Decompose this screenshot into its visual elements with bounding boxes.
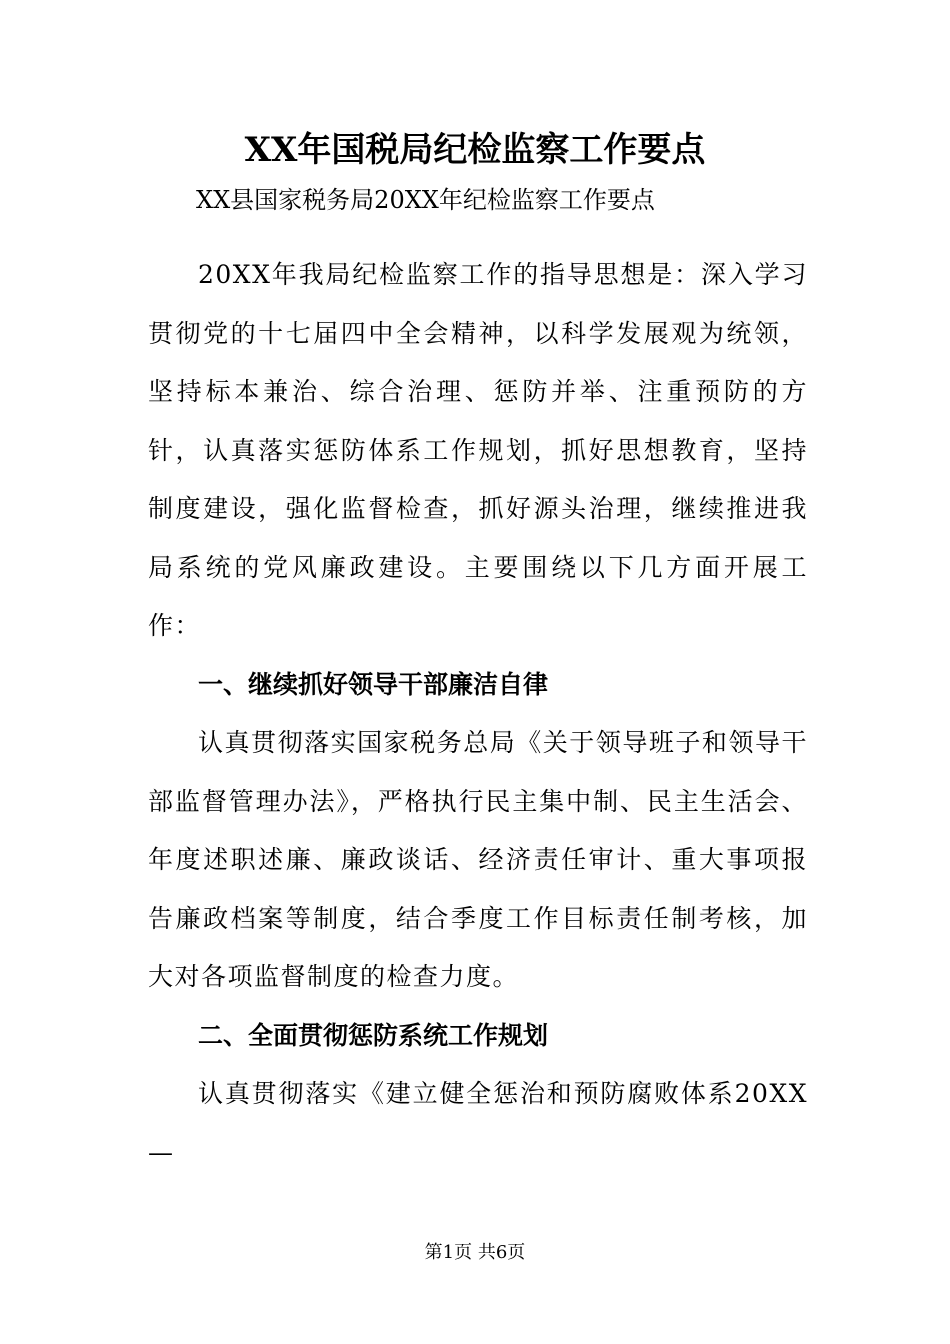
document-subtitle: XX县国家税务局20XX年纪检监察工作要点 — [196, 186, 655, 214]
paragraph-guiding-thought: 20XX年我局纪检监察工作的指导思想是：深入学习贯彻党的十七届四中全会精神，以科学发展观为统领，坚持标本兼治、综合治理、惩防并举、注重预防的方针，认真落实惩防体系工作规划，抓好思想教育，坚持制度建设，强化监督检查，抓好源头治理，继续推进我局系统的党风廉政建设。主要围绕以下几方面开展工作： — [148, 260, 808, 640]
document-body — [148, 246, 808, 1182]
page-footer: 第1页 共6页 — [424, 1242, 526, 1263]
section-heading-1: 一、继续抓好领导干部廉洁自律 — [198, 669, 549, 699]
section-heading-2: 二、全面贯彻惩防系统工作规划 — [198, 1020, 549, 1050]
document-title: XX年国税局纪检监察工作要点 — [244, 130, 706, 170]
paragraph-system-plan: 认真贯彻落实《建立健全惩治和预防腐败体系20XX— — [148, 1079, 808, 1167]
paragraph-self-discipline: 认真贯彻落实国家税务总局《关于领导班子和领导干部监督管理办法》，严格执行民主集中制、民主生活会、年度述职述廉、廉政谈话、经济责任审计、重大事项报告廉政档案等制度，结合季度工作目标责任制考核，加大对各项监督制度的检查力度。 — [148, 728, 808, 991]
